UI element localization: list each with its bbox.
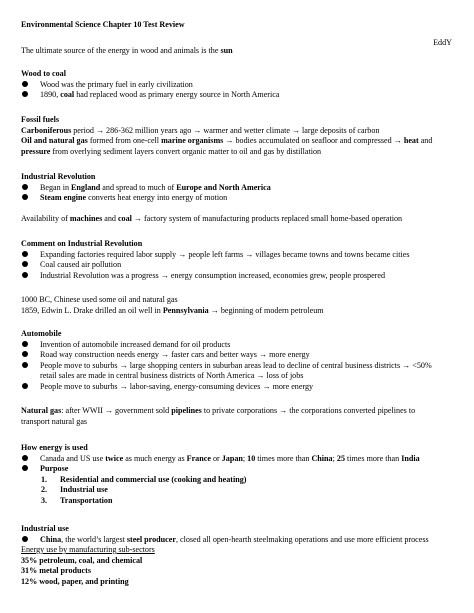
list-item: Road way construction needs energy → faster cars and better ways → more energy <box>21 350 461 361</box>
list-item: Purpose <box>21 464 461 475</box>
section-how-energy <box>21 443 461 506</box>
numbered-item: 1. Residential and commercial use (cooking and heating) <box>41 474 247 484</box>
bullet-icon <box>22 465 28 471</box>
section-automobile <box>21 329 461 392</box>
bullet-icon <box>22 91 28 97</box>
list-item: Expanding factories required labor supply → people left farms → villages became towns and towns became cities <box>21 250 461 261</box>
bullet-icon <box>22 362 28 368</box>
bullet-icon <box>22 272 28 278</box>
bullet-icon <box>22 184 28 190</box>
purpose-sublist <box>21 475 461 507</box>
list-item: Canada and US use twice as much energy as France or Japan; 10 times more than China; 25 times more than India <box>21 454 461 465</box>
bullet-icon <box>22 261 28 267</box>
section-heading: How energy is used <box>21 443 88 452</box>
bullet-icon <box>22 351 28 357</box>
section-heading: Industrial use <box>21 524 69 533</box>
document-header <box>21 20 461 31</box>
list-item: Invention of automobile increased demand for oil products <box>21 340 461 351</box>
author-name: EddY <box>433 38 452 47</box>
subsector-heading: Energy use by manufacturing sub-sectors <box>21 545 155 554</box>
section-industrial-revolution <box>21 172 461 204</box>
numbered-item: 2. Industrial use <box>41 485 108 494</box>
section-heading: Industrial Revolution <box>21 172 96 181</box>
section-industrial-use <box>21 524 461 587</box>
section-heading: Automobile <box>21 329 62 338</box>
natural-gas-paragraph: Natural gas: after WWII → government sold pipelines to private corporations → the corporations converted pipelines to transport natural gas <box>21 406 416 426</box>
list-item: China, the world’s largest steel producer, closed all open-hearth steelmaking operations and use more efficient process <box>21 535 461 546</box>
intro-paragraph: The ultimate source of the energy in wood and animals is the sun <box>21 46 233 55</box>
bullet-icon <box>22 383 28 389</box>
section-wood-to-coal <box>21 69 461 101</box>
section-heading: Wood to coal <box>21 69 66 78</box>
bullet-icon <box>22 81 28 87</box>
fossil-line-2: Oil and natural gas formed from one-cell marine organisms → bodies accumulated on seafloor and compressed → heat and <box>21 136 433 145</box>
list-item: 1890, coal had replaced wood as primary energy source in North America <box>21 90 461 101</box>
section-heading: Fossil fuels <box>21 115 59 124</box>
section-fossil-fuels <box>21 115 461 157</box>
section-comment <box>21 239 461 281</box>
bullet-icon <box>22 194 28 200</box>
list-item: Began in England and spread to much of Europe and North America <box>21 183 461 194</box>
document-title: Environmental Science Chapter 10 Test Review <box>21 20 185 29</box>
subsector-line: 31% metal products <box>21 566 91 575</box>
bullet-icon <box>22 455 28 461</box>
history-paragraph: 1000 BC, Chinese used some oil and natural gas 1859, Edwin L. Drake drilled an oil well in Pennsylvania → beginning of modern petroleum <box>21 295 324 315</box>
fossil-line-3: pressure from overlying sediment layers convert organic matter to oil and gas by distillation <box>21 146 322 156</box>
bullet-icon <box>22 341 28 347</box>
list-item: People move to suburbs → labor-saving, energy-consuming devices → more energy <box>21 382 461 393</box>
subsector-line: 35% petroleum, coal, and chemical <box>21 555 143 565</box>
bullet-icon <box>22 536 28 542</box>
subsector-line: 12% wood, paper, and printing <box>21 576 129 586</box>
list-item: Steam engine converts heat energy into energy of motion <box>21 193 461 204</box>
list-item: People move to suburbs → large shopping centers in suburban areas lead to decline of central business districts → <50% retail sales are made in central business districts of North America → loss of jobs <box>21 361 461 382</box>
list-item: Wood was the primary fuel in early civilization <box>21 80 461 91</box>
fossil-line-1: Carboniferous period → 286-362 million years ago → warmer and wetter climate → large deposits of carbon <box>21 125 380 135</box>
list-item: Industrial Revolution was a progress → energy consumption increased, economies grew, people prospered <box>21 271 461 282</box>
bullet-icon <box>22 251 28 257</box>
availability-paragraph: Availability of machines and coal → factory system of manufacturing products replaced small home-based operation <box>21 214 403 223</box>
list-item: Coal caused air pollution <box>21 260 461 271</box>
numbered-item: 3. Transportation <box>41 495 113 505</box>
section-heading: Comment on Industrial Revolution <box>21 239 143 248</box>
